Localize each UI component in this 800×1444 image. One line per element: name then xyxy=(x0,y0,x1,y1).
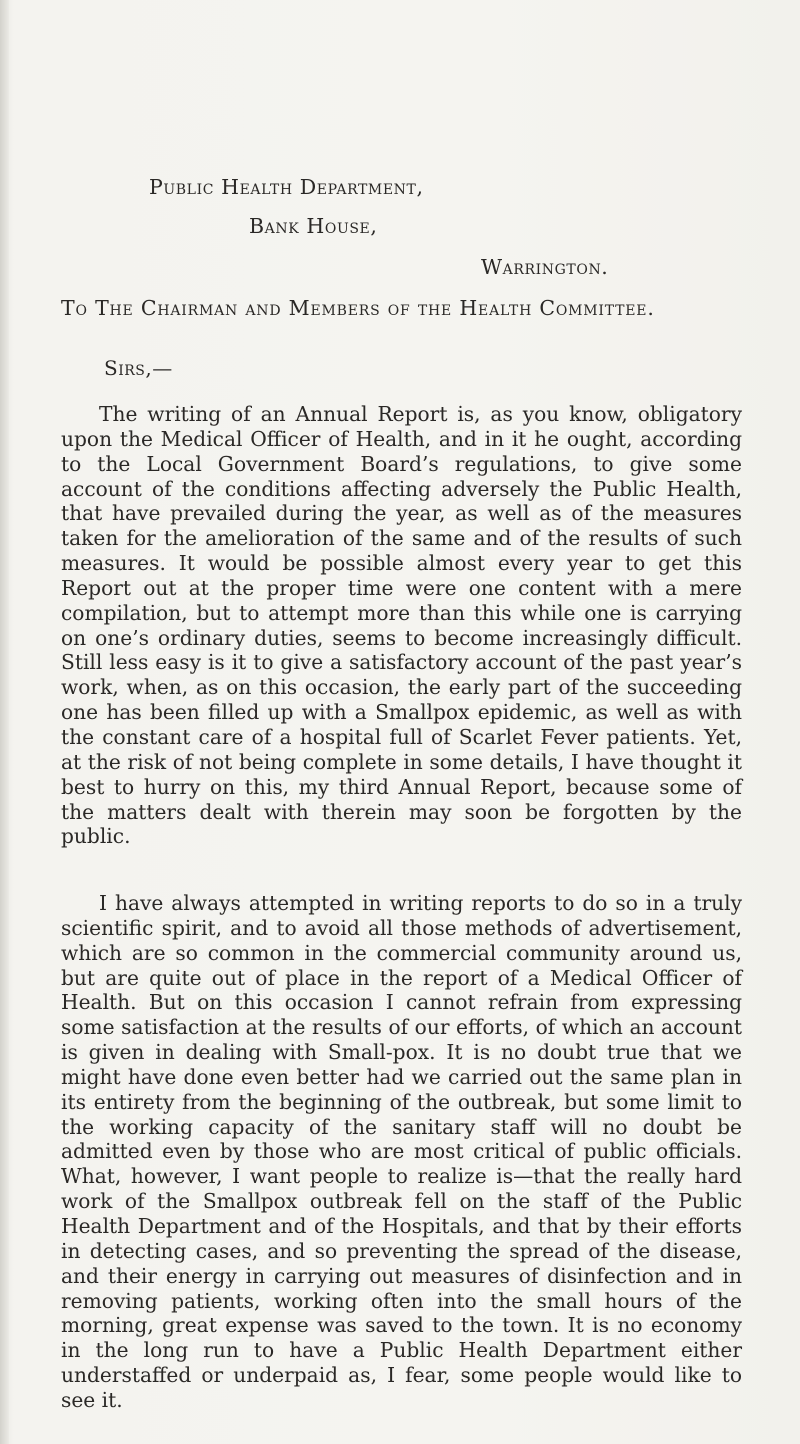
addressee-line: To The Chairman and Members of the Health Committee. xyxy=(61,296,655,320)
salutation: Sirs,— xyxy=(104,356,173,380)
body-paragraph-1: The writing of an Annual Report is, as you know, obligatory upon the Medical Officer of Health, and in it he ought, according to the Local Government Board’s regulations, to give some account of the conditions affecting adversely the Public Health, that have prevailed during the year, as well as of the measures taken for the amelioration of the same and of the results of such measures. It would be possible almost every year to get this Report out at the proper time were one content with a mere compilation, but to attempt more than this while one is carrying on one’s ordinary duties, seems to become increasingly difficult. Still less easy is it to give a satisfactory account of the past year’s work, when, as on this occasion, the early part of the succeeding one has been filled up with a Smallpox epidemic, as well as with the constant care of a hospital full of Scarlet Fever patients. Yet, at the risk of not being complete in some details, I have thought it best to hurry on this, my third Annual Report, because some of the matters dealt with therein may soon be forgotten by the public. xyxy=(61,402,742,849)
binding-edge xyxy=(0,0,9,1444)
letterhead-department: Public Health Department, xyxy=(149,175,424,199)
body-paragraph-2: I have always attempted in writing reports to do so in a truly scientific spirit, and to avoid all those methods of advertisement, which are so common in the commercial community around us, but are quite out of place in the report of a Medical Officer of Health. But on this occasion I cannot refrain from expressing some satisfaction at the results of our efforts, of which an account is given in dealing with Small-pox. It is no doubt true that we might have done even better had we carried out the same plan in its entirety from the beginning of the outbreak, but some limit to the working capacity of the sanitary staff will no doubt be admitted even by those who are most critical of public officials. What, however, I want people to realize is—that the really hard work of the Smallpox outbreak fell on the staff of the Public Health Department and of the Hospitals, and that by their efforts in detecting cases, and so preventing the spread of the disease, and their energy in carrying out measures of disinfection and in removing patients, working often into the small hours of the morning, great expense was saved to the town. It is no economy in the long run to have a Public Health Department either understaffed or underpaid as, I fear, some people would like to see it. xyxy=(61,891,742,1412)
letterhead-town: Warrington. xyxy=(481,255,609,279)
letterhead-building: Bank House, xyxy=(249,214,378,238)
